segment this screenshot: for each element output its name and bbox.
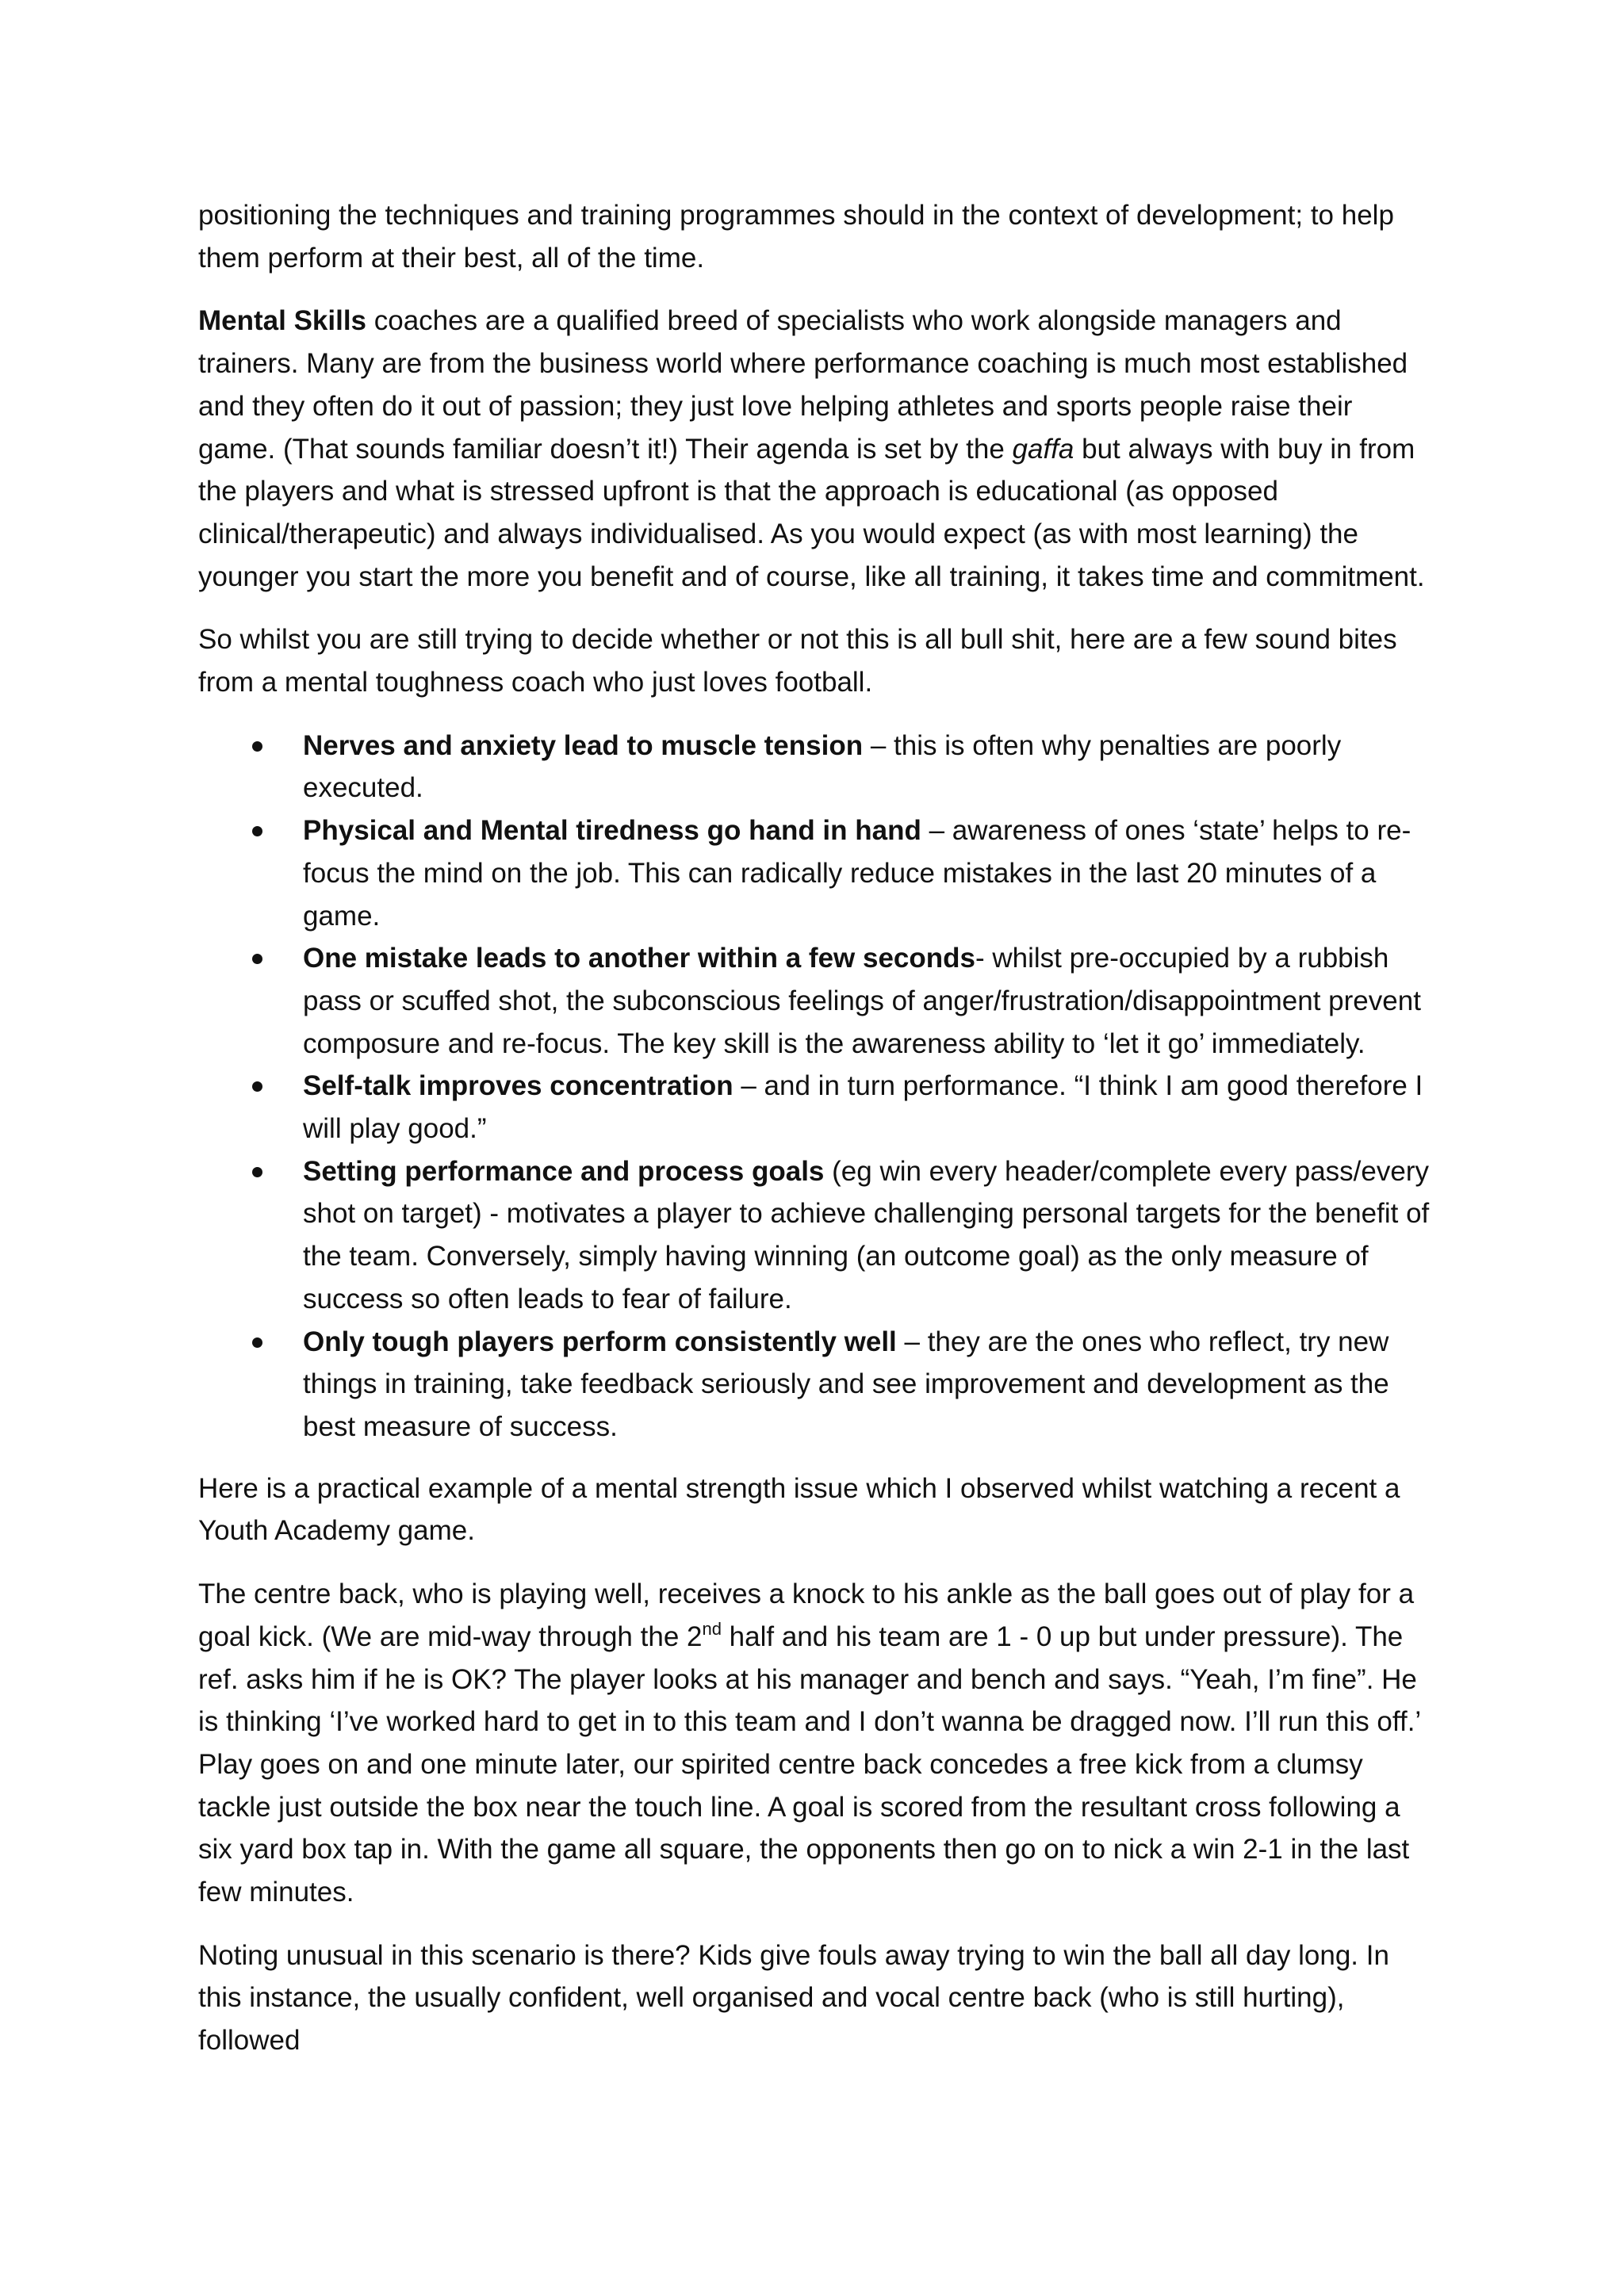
bullet-text: – they are the ones who reflect, try new things in training, take feedback seriously and see improvement and development as the best measure of success. [303, 1326, 1389, 1442]
centre-back-text-part-1: The centre back, who is playing well, receives a knock to his ankle as the ball goes out of play for a goal kick. (We are mid-way through the 2 [198, 1578, 1415, 1652]
bullet-icon [252, 741, 262, 752]
practical-example-paragraph: Here is a practical example of a mental strength issue which I observed whilst watching a recent a Youth Academy game. [198, 1472, 1400, 1547]
bullet-icon [252, 954, 262, 964]
mental-skills-text-part-1: coaches are a qualified breed of specialists who work alongside managers and trainers. Many are from the business world where performance coaching is much most established and they often do it out of passion; they just love helping athletes and sports people raise their game. (That sounds familiar doesn’t it!) Their agenda is set by the [198, 305, 1408, 465]
mental-skills-heading: Mental Skills [198, 305, 367, 337]
bullet-text: (eg win every header/complete every pass/every shot on target) - motivates a player to achieve challenging personal targets for the benefit of the team. Conversely, simply having winning (an outcome goal) as the only measure of success so often leads to fear of failure. [303, 1155, 1430, 1314]
intro-paragraph: positioning the techniques and training programmes should in the context of development; to help them perform at their best, all of the time. [198, 200, 1394, 274]
centre-back-text-part-2: half and his team are 1 - 0 up but under pressure). The ref. asks him if he is OK? The player looks at his manager and bench and says. “Yeah, I’m fine”. He is thinking ‘I’ve worked hard to get in to this team and I don’t wanna be dragged now. I’ll run this off.’ Play goes on and one minute later, our spirited centre back concedes a free kick from a clumsy tackle just outside the box near the touch line. A goal is scored from the resultant cross following a six yard box tap in. With the game all square, the opponents then go on to nick a win 2-1 in the last few minutes. [198, 1621, 1420, 1908]
bullet-heading: Physical and Mental tiredness go hand in hand [303, 815, 921, 847]
list-item [198, 1065, 1435, 1150]
document-page [198, 194, 1435, 2083]
bullet-heading: One mistake leads to another within a few seconds [303, 943, 975, 974]
mental-skills-paragraph [198, 300, 1435, 598]
bullet-heading: Only tough players perform consistently well [303, 1326, 897, 1357]
list-item [198, 937, 1435, 1065]
bullet-heading: Setting performance and process goals [303, 1155, 825, 1187]
ordinal-superscript: nd [702, 1618, 722, 1639]
bullet-text: – awareness of ones ‘state’ helps to re-focus the mind on the job. This can radically reduce mistakes in the last 20 minutes of a game. [303, 815, 1411, 932]
bullet-heading: Nerves and anxiety lead to muscle tension [303, 729, 864, 761]
bullet-heading: Self-talk improves concentration [303, 1070, 733, 1102]
gaffa-italic-word: gaffa [1012, 433, 1074, 465]
list-item [198, 1321, 1435, 1448]
bullet-icon [252, 1337, 262, 1348]
bullet-text: – this is often why penalties are poorly executed. [303, 729, 1342, 804]
bullet-icon [252, 826, 262, 836]
sound-bites-list [198, 725, 1435, 1448]
centre-back-paragraph [198, 1573, 1435, 1914]
bullet-text: – and in turn performance. “I think I am good therefore I will play good.” [303, 1070, 1423, 1145]
list-item [198, 725, 1435, 809]
bullet-icon [252, 1167, 262, 1177]
list-item [198, 1150, 1435, 1321]
sound-bites-paragraph: So whilst you are still trying to decide whether or not this is all bull shit, here are a few sound bites from a mental toughness coach who just loves football. [198, 624, 1397, 698]
bullet-text: - whilst pre-occupied by a rubbish pass or scuffed shot, the subconscious feelings of anger/frustration/disappointment prevent composure and re-focus. The key skill is the awareness ability to ‘let it go’ immediately. [303, 943, 1421, 1059]
mental-skills-text-part-2: but always with buy in from the players and what is stressed upfront is that the approach is educational (as opposed clinical/therapeutic) and always individualised. As you would expect (as with most learning) the younger you start the more you benefit and of course, like all training, it takes time and commitment. [198, 433, 1425, 592]
list-item [198, 809, 1435, 937]
bullet-icon [252, 1081, 262, 1092]
noting-unusual-paragraph: Noting unusual in this scenario is there? Kids give fouls away trying to win the ball all day long. In this instance, the usually confident, well organised and vocal centre back (who is still hurting), followed [198, 1939, 1389, 2057]
